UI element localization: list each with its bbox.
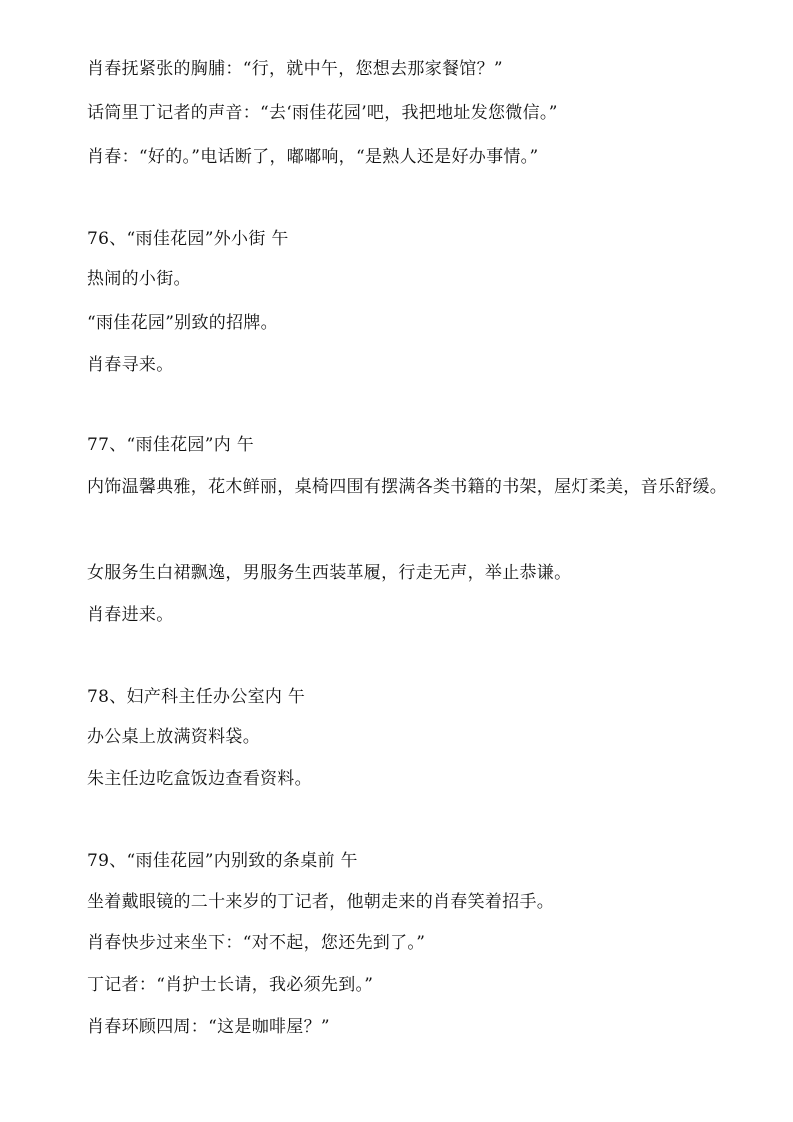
dialogue-line: 丁记者：“肖护士长请，我必须先到。” xyxy=(87,975,374,995)
dialogue-line: 肖春抚紧张的胸脯：“行，就中午，您想去那家餐馆？” xyxy=(87,59,503,79)
dialogue-line: 肖春环顾四周：“这是咖啡屋？” xyxy=(87,1017,330,1037)
dialogue-line: 话筒里丁记者的声音：“去‘雨佳花园’吧，我把地址发您微信。” xyxy=(87,103,558,123)
scene-description: 内饰温馨典雅，花木鲜丽，桌椅四围有摆满各类书籍的书架，屋灯柔美，音乐舒缓。 xyxy=(87,477,728,497)
scene-description: 办公桌上放满资料袋。 xyxy=(87,727,260,747)
scene-description: 肖春进来。 xyxy=(87,605,174,625)
dialogue-line: 肖春快步过来坐下：“对不起，您还先到了。” xyxy=(87,933,426,953)
scene-description: 朱主任边吃盒饭边查看资料。 xyxy=(87,769,312,789)
scene-description: 女服务生白裙飘逸，男服务生西装革履，行走无声，举止恭谦。 xyxy=(87,563,572,583)
scene-description: “雨佳花园”别致的招牌。 xyxy=(87,313,278,333)
scene-heading: 77、“雨佳花园”内 午 xyxy=(87,435,255,455)
scene-description: 热闹的小街。 xyxy=(87,269,191,289)
scene-description: 坐着戴眼镜的二十来岁的丁记者，他朝走来的肖春笑着招手。 xyxy=(87,892,555,912)
scene-heading: 78、妇产科主任办公室内 午 xyxy=(87,687,306,707)
scene-description: 肖春寻来。 xyxy=(87,355,174,375)
scene-heading: 76、“雨佳花园”外小街 午 xyxy=(87,229,289,249)
scene-heading: 79、“雨佳花园”内别致的条桌前 午 xyxy=(87,851,358,871)
dialogue-line: 肖春：“好的。”电话断了，嘟嘟响，“是熟人还是好办事情。” xyxy=(87,147,539,167)
